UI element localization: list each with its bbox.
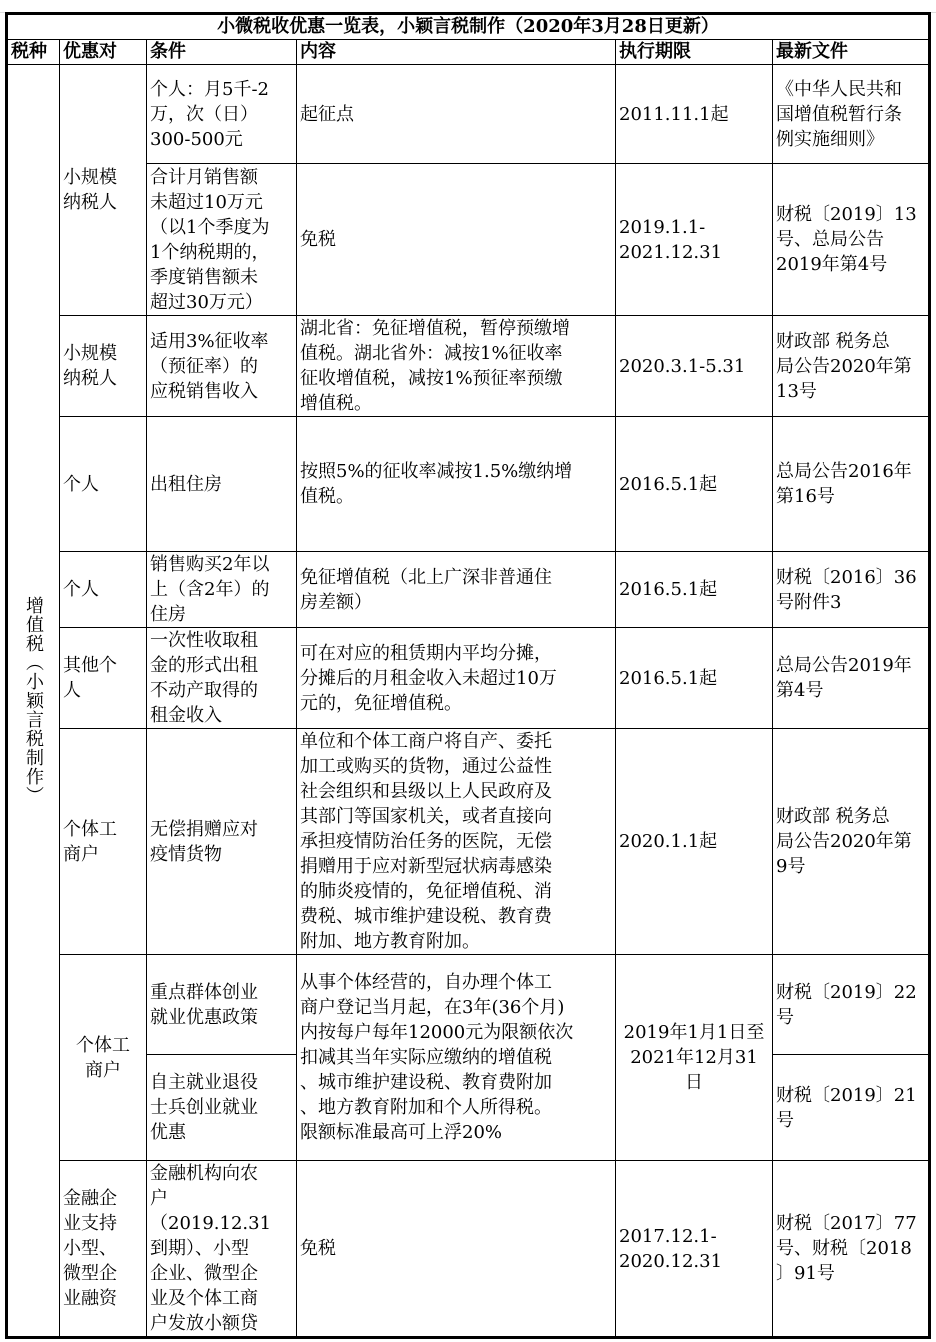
condition-cell: 出租住房 [147, 417, 297, 552]
document-cell: 财税〔2017〕77 号、财税〔2018 〕91号 [773, 1161, 930, 1338]
tax-type-cell: 增值税（小颖言税制作） [7, 65, 60, 1338]
document-cell: 财税〔2019〕22 号 [773, 955, 930, 1055]
condition-cell: 无偿捐赠应对 疫情货物 [147, 729, 297, 955]
content-cell: 可在对应的租赁期内平均分摊， 分摊后的月租金收入未超过10万 元的，免征增值税。 [297, 628, 616, 729]
period-cell: 2016.5.1起 [616, 552, 773, 628]
period-cell: 2017.12.1- 2020.12.31 [616, 1161, 773, 1338]
target-cell: 个体工 商户 [60, 955, 147, 1161]
content-cell: 湖北省：免征增值税，暂停预缴增 值税。湖北省外：减按1%征收率 征收增值税，减按1%预征率预缴 增值税。 [297, 316, 616, 417]
period-cell: 2020.3.1-5.31 [616, 316, 773, 417]
header-target: 优惠对 [60, 40, 147, 65]
content-cell: 从事个体经营的，自办理个体工 商户登记当月起，在3年(36个月) 内按每户每年12000元为限额依次 扣减其当年实际应缴纳的增值税 、城市维护建设税、教育费附加 、地方教育附加和个人所得税。 限额标准最高可上浮20% [297, 955, 616, 1161]
document-cell: 总局公告2019年 第4号 [773, 628, 930, 729]
target-cell: 个人 [60, 552, 147, 628]
period-cell: 2011.11.1起 [616, 65, 773, 164]
content-cell: 起征点 [297, 65, 616, 164]
condition-cell: 金融机构向农 户 （2019.12.31 到期）、小型 企业、微型企 业及个体工商 户发放小额贷 [147, 1161, 297, 1338]
header-tax-type: 税种 [7, 40, 60, 65]
document-cell: 财政部 税务总 局公告2020年第 13号 [773, 316, 930, 417]
target-cell: 小规模 纳税人 [60, 65, 147, 316]
table-row [7, 1161, 930, 1338]
document-cell: 财税〔2019〕21 号 [773, 1055, 930, 1161]
header-document: 最新文件 [773, 40, 930, 65]
table-row [7, 316, 930, 417]
condition-cell: 销售购买2年以 上（含2年）的 住房 [147, 552, 297, 628]
document-cell: 财税〔2019〕13 号、总局公告 2019年第4号 [773, 164, 930, 316]
content-cell: 免税 [297, 1161, 616, 1338]
table-row [7, 729, 930, 955]
table-row [7, 552, 930, 628]
period-cell: 2016.5.1起 [616, 628, 773, 729]
target-cell: 个人 [60, 417, 147, 552]
target-cell: 个体工 商户 [60, 729, 147, 955]
table-row [7, 628, 930, 729]
content-cell: 单位和个体工商户将自产、委托 加工或购买的货物，通过公益性 社会组织和县级以上人民政府及 其部门等国家机关，或者直接向 承担疫情防治任务的医院，无偿 捐赠用于应对新型冠状病毒感染 的肺炎疫情的，免征增值税、消 费税、城市维护建设税、教育费 附加、地方教育附加。 [297, 729, 616, 955]
document-cell: 财税〔2016〕36 号附件3 [773, 552, 930, 628]
document-cell: 财政部 税务总 局公告2020年第 9号 [773, 729, 930, 955]
period-cell: 2016.5.1起 [616, 417, 773, 552]
content-cell: 免征增值税（北上广深非普通住 房差额） [297, 552, 616, 628]
condition-cell: 个人：月5千-2 万，次（日） 300-500元 [147, 65, 297, 164]
header-row [7, 40, 930, 65]
header-period: 执行期限 [616, 40, 773, 65]
condition-cell: 自主就业退役 士兵创业就业 优惠 [147, 1055, 297, 1161]
condition-cell: 一次性收取租 金的形式出租 不动产取得的 租金收入 [147, 628, 297, 729]
target-cell: 金融企 业支持 小型、 微型企 业融资 [60, 1161, 147, 1338]
tax-benefits-table [5, 12, 931, 1339]
period-cell: 2019年1月1日至 2021年12月31 日 [616, 955, 773, 1161]
header-condition: 条件 [147, 40, 297, 65]
table-row [7, 417, 930, 552]
table-row [7, 65, 930, 164]
table-title: 小微税收优惠一览表，小颖言税制作（2020年3月28日更新） [7, 14, 930, 40]
content-cell: 免税 [297, 164, 616, 316]
condition-cell: 重点群体创业 就业优惠政策 [147, 955, 297, 1055]
period-cell: 2019.1.1- 2021.12.31 [616, 164, 773, 316]
document-cell: 《中华人民共和 国增值税暂行条 例实施细则》 [773, 65, 930, 164]
header-content: 内容 [297, 40, 616, 65]
condition-cell: 合计月销售额 未超过10万元 （以1个季度为 1个纳税期的， 季度销售额未 超过30万元） [147, 164, 297, 316]
document-cell: 总局公告2016年 第16号 [773, 417, 930, 552]
period-cell: 2020.1.1起 [616, 729, 773, 955]
condition-cell: 适用3%征收率 （预征率）的 应税销售收入 [147, 316, 297, 417]
target-cell: 其他个 人 [60, 628, 147, 729]
target-cell: 小规模 纳税人 [60, 316, 147, 417]
table-row [7, 955, 930, 1055]
content-cell: 按照5%的征收率减按1.5%缴纳增 值税。 [297, 417, 616, 552]
